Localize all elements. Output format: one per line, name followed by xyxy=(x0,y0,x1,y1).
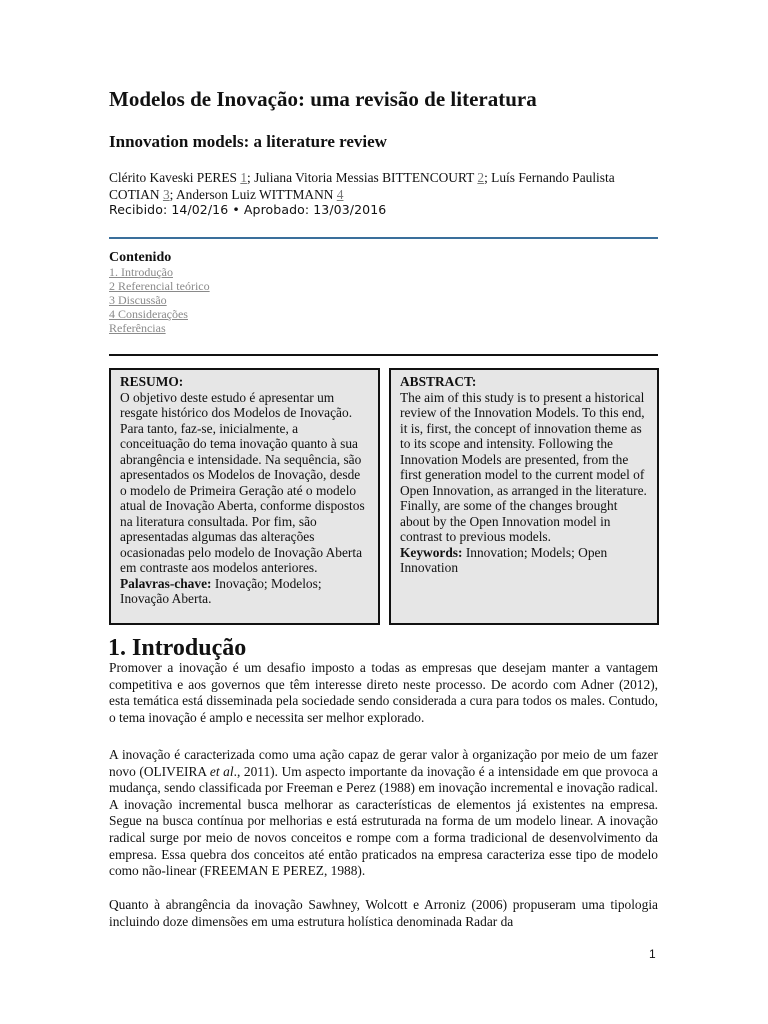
paper-subtitle: Innovation models: a literature review xyxy=(109,132,387,151)
section-heading-introducao: 1. Introdução xyxy=(108,635,247,661)
section-divider xyxy=(109,237,658,239)
intro-p2-etal: et al xyxy=(209,763,234,779)
intro-paragraph-1: Promover a inovação é um desafio imposto a todas as empresas que desejam manter a vantagem competitiva e aos governos que têm interesse direto neste processo. De acordo com Adner (2012), esta temática está disseminada pela sociedade sendo considerada a cura para todos os males. Contudo, o tema inovação é amplo e necessita ser melhor explorado. xyxy=(109,660,658,725)
toc-link-introducao[interactable]: 1. Introdução xyxy=(109,265,173,279)
author-ref-link[interactable]: 4 xyxy=(336,187,344,202)
resumo-box xyxy=(109,368,380,625)
resumo-text: O objetivo deste estudo é apresentar um resgate histórico dos Modelos de Inovação. Para tanto, faz-se, inicialmente, a conceituação do tema inovação quanto à sua abrangência e intensidade. Na sequência, são apresentados os Modelos de Inovação, desde o modelo de Primeira Geração até o modelo atual de Inovação Aberta, conforme dispostos na literatura consultada. Por fim, são apresentadas algumas das alterações ocasionadas pelo modelo de Inovação Aberta em contraste aos modelos anteriores. xyxy=(120,389,365,575)
author-separator: ; xyxy=(484,170,492,185)
toc-item xyxy=(109,265,210,279)
toc-link-referencias[interactable]: Referências xyxy=(109,321,166,335)
resumo-keywords: Inovação; Modelos; Inovação Aberta. xyxy=(120,575,322,606)
toc-item xyxy=(109,279,210,293)
author-ref-link[interactable]: 2 xyxy=(477,170,485,185)
intro-paragraph-3: Quanto à abrangência da inovação Sawhney, Wolcott e Arroniz (2006) propuseram uma tipologia incluindo doze dimensões em uma estrutura holística denominada Radar da xyxy=(109,897,658,929)
intro-paragraph-2 xyxy=(109,747,658,880)
resumo-keywords-label: Palavras-chave: xyxy=(120,575,212,591)
submission-dates: Recibido: 14/02/16 • Aprobado: 13/03/2016 xyxy=(109,202,387,217)
section-divider xyxy=(109,354,658,356)
author-separator: ; xyxy=(169,187,176,202)
author-name: Luís Fernando Paulista COTIAN xyxy=(109,170,615,202)
resumo-label: RESUMO: xyxy=(120,374,184,389)
author-separator: ; xyxy=(247,170,255,185)
author-ref-link[interactable]: 1 xyxy=(240,170,248,185)
author-name: Juliana Vitoria Messias BITTENCOURT xyxy=(254,170,478,185)
author-name: Clérito Kaveski PERES xyxy=(109,170,241,185)
abstract-keywords-label: Keywords: xyxy=(400,544,463,560)
author-name: Anderson Luiz WITTMANN xyxy=(175,187,337,202)
toc-item xyxy=(109,293,210,307)
abstract-box xyxy=(389,368,659,625)
intro-p2-part-a: A inovação é caracterizada como uma ação capaz de gerar valor à organização por meio de um fazer novo (OLIVEIRA xyxy=(109,747,658,779)
page-number: 1 xyxy=(649,947,656,961)
author-ref-link[interactable]: 3 xyxy=(162,187,170,202)
abstract-label: ABSTRACT: xyxy=(400,374,477,389)
author-list xyxy=(109,169,654,203)
toc-link-consideracoes[interactable]: 4 Considerações xyxy=(109,307,188,321)
paper-title: Modelos de Inovação: uma revisão de literatura xyxy=(109,87,537,111)
toc-item xyxy=(109,307,210,321)
toc-item xyxy=(109,321,210,335)
toc-link-referencial[interactable]: 2 Referencial teórico xyxy=(109,279,210,293)
toc-heading: Contenido xyxy=(109,250,172,265)
toc-link-discussao[interactable]: 3 Discussão xyxy=(109,293,167,307)
table-of-contents xyxy=(109,265,210,335)
intro-p2-part-b: ., 2011). Um aspecto importante da inovação é a intensidade em que provoca a mudança, sendo classificada por Freeman e Perez (1988) em inovação incremental e inovação radical. A inovação incremental busca melhorar as características de elementos já existentes na empresa. Segue na busca contínua por melhorias e está estruturada na forma de um modelo linear. A inovação radical surge por meio de novos conceitos e rompe com a forma tradicional de desenvolvimento da empresa. Essa quebra dos conceitos até então praticados na empresa caracteriza esse tipo de modelo como não-linear (FREEMAN E PEREZ, 1988). xyxy=(109,763,658,879)
abstract-text: The aim of this study is to present a historical review of the Innovation Models. To this end, it is, first, the concept of innovation theme as to its scope and intensity. Following the Innovation Models are presented, from the first generation model to the current model of Open Innovation, as arranged in the literature. Finally, are some of the changes brought about by the Open Innovation model in contrast to previous models. xyxy=(400,389,647,544)
abstract-keywords: Innovation; Models; Open Innovation xyxy=(400,544,608,575)
